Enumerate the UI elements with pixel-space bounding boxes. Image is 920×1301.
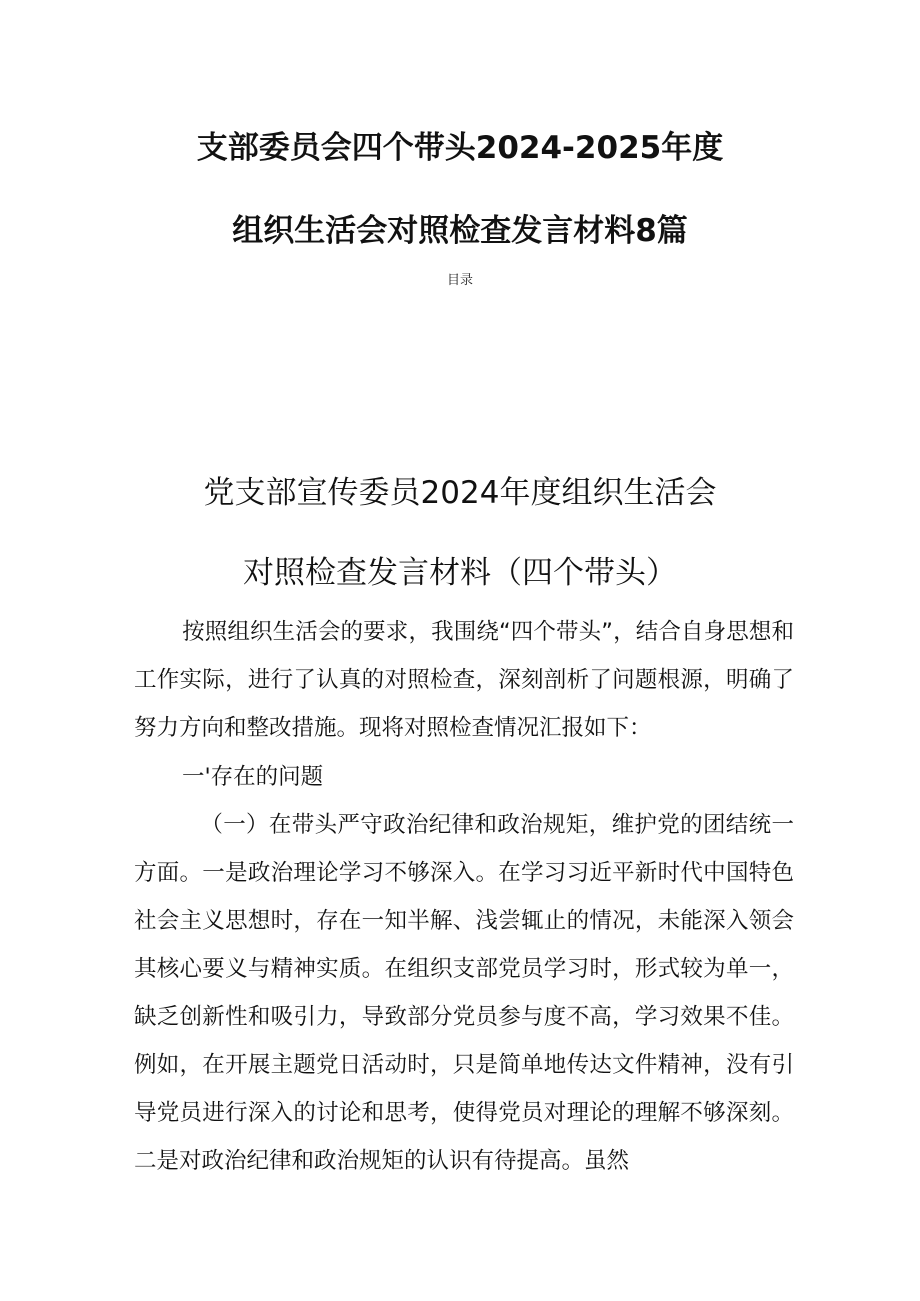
body-paragraph-1 <box>134 801 794 1185</box>
heading-text: 一'存在的问题 <box>182 764 324 790</box>
document-title-line-1: 支部委员会四个带头2024-2025年度 <box>196 130 724 166</box>
section-title-line-1: 党支部宣传委员2024年度组织生活会 <box>203 475 717 511</box>
intro-paragraph-text: 按照组织生活会的要求，我围绕“四个带头”，结合自身思想和工作实际，进行了认真的对照检查，深刻剖析了问题根源，明确了努力方向和整改措施。现将对照检查情况汇报如下： <box>134 619 794 741</box>
section-title-line-2: 对照检查发言材料（四个带头） <box>243 555 677 591</box>
document-title-line-2: 组织生活会对照检查发言材料8篇 <box>232 213 688 249</box>
intro-paragraph <box>134 608 794 752</box>
section-heading-existing-problems <box>134 753 794 801</box>
paragraph-text: （一）在带头严守政治纪律和政治规矩，维护党的团结统一方面。一是政治理论学习不够深入。在学习习近平新时代中国特色社会主义思想时，存在一知半解、浅尝辄止的情况，未能深入领会其核心要义与精神实质。在组织支部党员学习时，形式较为单一，缺乏创新性和吸引力，导致部分党员参与度不高，学习效果不佳。例如，在开展主题党日活动时，只是简单地传达文件精神，没有引导党员进行深入的讨论和思考，使得党员对理论的理解不够深刻。二是对政治纪律和政治规矩的认识有待提高。虽然 <box>134 812 794 1174</box>
table-of-contents-label: 目录 <box>446 273 473 288</box>
